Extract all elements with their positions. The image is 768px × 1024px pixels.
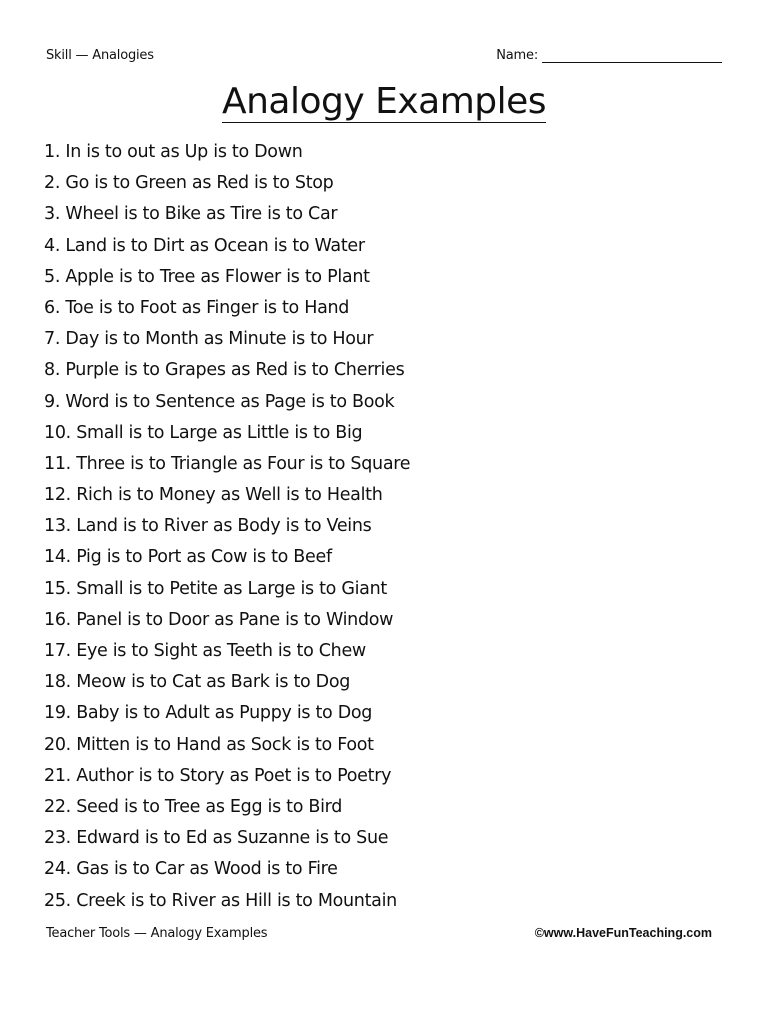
analogy-item: 4. Land is to Dirt as Ocean is to Water [44, 235, 365, 256]
name-blank-line [542, 50, 722, 63]
analogy-item: 14. Pig is to Port as Cow is to Beef [44, 547, 332, 568]
analogy-item: 24. Gas is to Car as Wood is to Fire [44, 859, 338, 880]
name-label: Name: [496, 48, 538, 63]
analogy-item: 21. Author is to Story as Poet is to Poetry [44, 765, 392, 786]
analogy-item: 20. Mitten is to Hand as Sock is to Foot [44, 734, 374, 755]
analogy-item: 18. Meow is to Cat as Bark is to Dog [44, 672, 351, 693]
analogy-item: 11. Three is to Triangle as Four is to Square [44, 453, 411, 474]
analogy-item: 6. Toe is to Foot as Finger is to Hand [44, 297, 350, 318]
analogy-item: 10. Small is to Large as Little is to Big [44, 422, 363, 443]
analogy-item: 8. Purple is to Grapes as Red is to Cherries [44, 360, 405, 381]
analogy-item: 23. Edward is to Ed as Suzanne is to Sue [44, 828, 389, 849]
analogy-list [44, 137, 410, 917]
analogy-item: 1. In is to out as Up is to Down [44, 142, 303, 162]
page-title [0, 80, 768, 124]
analogy-item: 12. Rich is to Money as Well is to Health [44, 485, 383, 506]
analogy-item: 16. Panel is to Door as Pane is to Window [44, 609, 394, 630]
skill-label: Skill — Analogies [46, 48, 154, 63]
analogy-item: 19. Baby is to Adult as Puppy is to Dog [44, 703, 373, 724]
page-title-text: Analogy Examples [221, 81, 547, 122]
footer-website-link: ©www.HaveFunTeaching.com [534, 926, 712, 940]
footer-left-text: Teacher Tools — Analogy Examples [46, 926, 268, 941]
analogy-item: 7. Day is to Month as Minute is to Hour [44, 329, 374, 350]
analogy-item: 9. Word is to Sentence as Page is to Book [44, 391, 395, 412]
analogy-item: 17. Eye is to Sight as Teeth is to Chew [44, 641, 366, 661]
analogy-item: 5. Apple is to Tree as Flower is to Plant [44, 266, 370, 287]
analogy-item: 3. Wheel is to Bike as Tire is to Car [44, 204, 338, 225]
name-field [496, 48, 722, 63]
analogy-item: 2. Go is to Green as Red is to Stop [44, 173, 334, 194]
worksheet-header [46, 48, 722, 70]
analogy-item: 15. Small is to Petite as Large is to Giant [44, 578, 387, 599]
analogy-item: 25. Creek is to River as Hill is to Mountain [44, 890, 397, 911]
analogy-item: 13. Land is to River as Body is to Veins [44, 516, 372, 537]
analogy-item: 22. Seed is to Tree as Egg is to Bird [44, 796, 343, 817]
